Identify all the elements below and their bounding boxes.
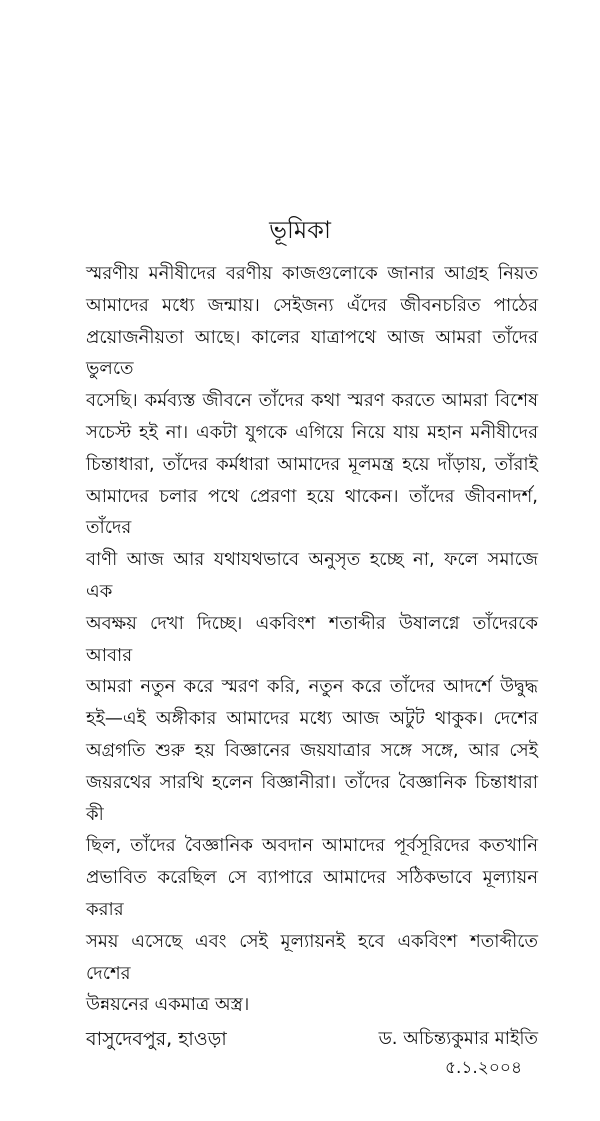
text-line: বসেছি। কর্মব্যস্ত জীবনে তাঁদের কথা স্মরণ করতে আমরা বিশেষ xyxy=(86,390,538,412)
text-line: জয়রথের সারথি হলেন বিজ্ঞানীরা। তাঁদের বৈজ্ঞানিক চিন্তাধারা কী xyxy=(86,771,538,825)
text-line: প্রয়োজনীয়তা আছে। কালের যাত্রাপথে আজ আমরা তাঁদের ভুলতে xyxy=(86,326,538,380)
text-line: হই—এই অঙ্গীকার আমাদের মধ্যে আজ অটুট থাকুক। দেশের xyxy=(86,708,538,730)
signature-author: ড. অচিন্ত্যকুমার মাইতি xyxy=(378,1028,538,1050)
text-line: উন্নয়নের একমাত্র অস্ত্র। xyxy=(86,994,250,1016)
signature-place: বাসুদেবপুর, হাওড়া xyxy=(86,1028,227,1051)
text-line: চিন্তাধারা, তাঁদের কর্মধারা আমাদের মূলমন্ত্র হয়ে দাঁড়ায়, তাঁরাই xyxy=(86,453,538,475)
text-line: আমাদের মধ্যে জন্মায়। সেইজন্য এঁদের জীবনচরিত পাঠের xyxy=(86,294,538,316)
preface-body xyxy=(86,258,538,1021)
text-line: স্মরণীয় মনীষীদের বরণীয় কাজগুলোকে জানার আগ্রহ নিয়ত xyxy=(86,263,538,284)
text-line: আমাদের চলার পথে প্রেরণা হয়ে থাকেন। তাঁদের জীবনাদর্শ, তাঁদের xyxy=(86,485,538,539)
text-line: সচেস্ট হই না। একটা যুগকে এগিয়ে নিয়ে যায় মহান মনীষীদের xyxy=(86,421,538,443)
text-line: বাণী আজ আর যথাযথভাবে অনুসৃত হচ্ছে না, ফলে সমাজে এক xyxy=(86,549,538,602)
text-line: সময় এসেছে এবং সেই মূল্যায়নই হবে একবিংশ শতাব্দীতে দেশের xyxy=(86,930,538,984)
signature-block xyxy=(379,1025,538,1081)
text-line: ছিল, তাঁদের বৈজ্ঞানিক অবদান আমাদের পূর্বসূরিদের কতখানি xyxy=(86,835,538,857)
text-line: অবক্ষয় দেখা দিচ্ছে। একবিংশ শতাব্দীর উষালগ্নে তাঁদেরকে আবার xyxy=(86,612,538,666)
page-title: ভূমিকা xyxy=(269,216,331,244)
text-line: অগ্রগতি শুরু হয় বিজ্ঞানের জয়যাত্রার সঙ্গে সঙ্গে, আর সেই xyxy=(86,739,538,761)
signature-row xyxy=(86,1025,538,1081)
text-line: আমরা নতুন করে স্মরণ করি, নতুন করে তাঁদের আদর্শে উদ্বুদ্ধ xyxy=(86,676,538,698)
signature-date: ৫.১.২০০৪ xyxy=(444,1058,522,1079)
text-line: প্রভাবিত করেছিল সে ব্যাপারে আমাদের সঠিকভাবে মূল্যায়ন করার xyxy=(86,867,538,920)
